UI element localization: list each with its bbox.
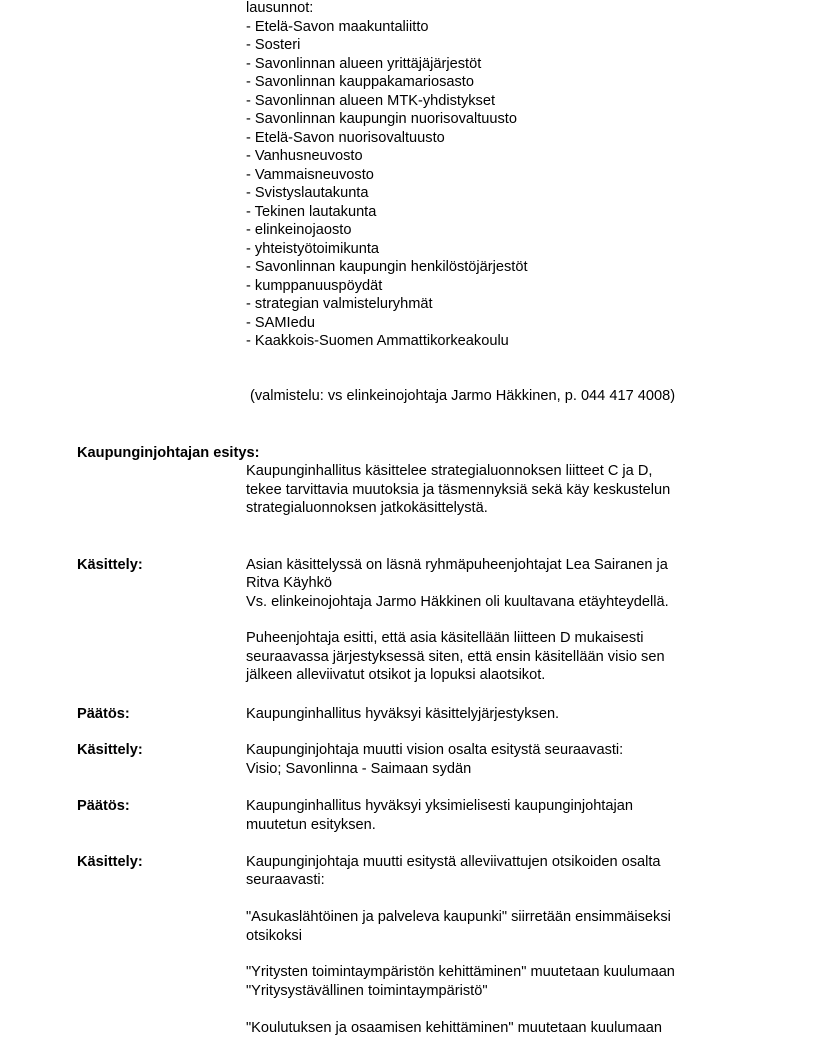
list-item: - elinkeinojaosto (246, 222, 352, 238)
list-item: - Savonlinnan kaupungin nuorisovaltuusto (246, 111, 517, 127)
list-item: - Savonlinnan kauppakamariosasto (246, 74, 474, 90)
processing-label: Käsittely: (77, 742, 143, 758)
processing-text-line: otsikoksi (246, 928, 302, 944)
decision-text-line: Kaupunginhallitus hyväksyi käsittelyjärjestyksen. (246, 706, 560, 722)
processing-text-line: Ritva Käyhkö (246, 575, 332, 591)
processing-text-line: seuraavasti: (246, 872, 325, 888)
processing-text-line: "Asukaslähtöinen ja palveleva kaupunki" siirretään ensimmäiseksi (246, 909, 671, 925)
list-item: - Sosteri (246, 37, 301, 53)
list-item: - Kaakkois-Suomen Ammattikorkeakoulu (246, 333, 509, 349)
processing-text-line: "Yritysystävällinen toimintaympäristö" (246, 983, 488, 999)
processing-text-line: seuraavassa järjestyksessä siten, että ensin käsitellään visio sen (246, 649, 665, 665)
decision-text-line: Kaupunginhallitus hyväksyi yksimielisesti kaupunginjohtajan (246, 798, 633, 814)
list-item: - Savonlinnan alueen MTK-yhdistykset (246, 93, 496, 109)
list-item: - Vammaisneuvosto (246, 167, 374, 183)
proposal-text-line: strategialuonnoksen jatkokäsittelystä. (246, 500, 488, 516)
list-heading: lausunnot: (246, 0, 314, 16)
decision-label: Päätös: (77, 798, 130, 814)
list-item: - SAMIedu (246, 315, 315, 331)
processing-text-line: "Koulutuksen ja osaamisen kehittäminen" muutetaan kuulumaan (246, 1020, 662, 1036)
list-item: - Savonlinnan kaupungin henkilöstöjärjestöt (246, 259, 528, 275)
processing-text-line: Asian käsittelyssä on läsnä ryhmäpuheenjohtajat Lea Sairanen ja (246, 557, 668, 573)
list-item: - Svistyslautakunta (246, 185, 369, 201)
proposal-text-line: tekee tarvittavia muutoksia ja täsmennyksiä sekä käy keskustelun (246, 482, 671, 498)
list-item: - Tekinen lautakunta (246, 204, 377, 220)
processing-text-line: Vs. elinkeinojohtaja Jarmo Häkkinen oli kuultavana etäyhteydellä. (246, 594, 669, 610)
processing-text-line: "Yritysten toimintaympäristön kehittäminen" muutetaan kuulumaan (246, 964, 675, 980)
processing-text-line: jälkeen alleviivatut otsikot ja lopuksi alaotsikot. (246, 667, 546, 683)
processing-label: Käsittely: (77, 557, 143, 573)
list-item: - kumppanuuspöydät (246, 278, 383, 294)
preparation-note: (valmistelu: vs elinkeinojohtaja Jarmo Häkkinen, p. 044 417 4008) (250, 388, 676, 404)
processing-text-line: Kaupunginjohtaja muutti vision osalta esitystä seuraavasti: (246, 742, 624, 758)
processing-text-line: Puheenjohtaja esitti, että asia käsitellään liitteen D mukaisesti (246, 630, 644, 646)
proposal-label: Kaupunginjohtajan esitys: (77, 445, 260, 461)
decision-label: Päätös: (77, 706, 130, 722)
processing-text-line: Visio; Savonlinna - Saimaan sydän (246, 761, 472, 777)
list-item: - yhteistyötoimikunta (246, 241, 380, 257)
processing-label: Käsittely: (77, 854, 143, 870)
list-item: - Etelä-Savon maakuntaliitto (246, 19, 429, 35)
list-item: - Savonlinnan alueen yrittäjäjärjestöt (246, 56, 482, 72)
processing-text-line: Kaupunginjohtaja muutti esitystä alleviivattujen otsikoiden osalta (246, 854, 661, 870)
list-item: - Etelä-Savon nuorisovaltuusto (246, 130, 445, 146)
list-item: - Vanhusneuvosto (246, 148, 363, 164)
proposal-text-line: Kaupunginhallitus käsittelee strategialuonnoksen liitteet C ja D, (246, 463, 653, 479)
decision-text-line: muutetun esityksen. (246, 817, 376, 833)
list-item: - strategian valmisteluryhmät (246, 296, 433, 312)
